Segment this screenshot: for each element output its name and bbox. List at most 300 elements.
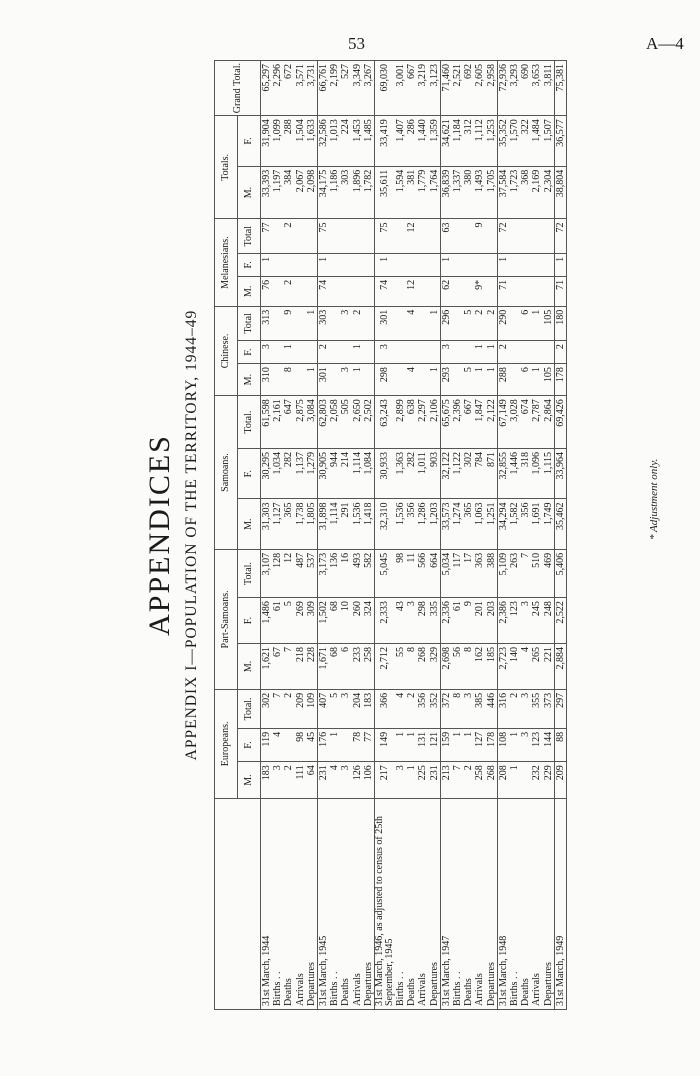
table-cell [531,253,542,276]
table-cell: 3 [406,598,417,644]
subhead-f: F. [238,728,261,761]
table-cell: 61,598 [261,396,273,449]
table-cell: 98 [395,549,406,597]
table-cell: 131 [417,728,428,761]
footnote: * Adjustment only. [648,458,660,540]
table-cell: 1 [509,762,520,799]
table-cell [295,341,306,364]
table-cell: 3,001 [395,61,406,116]
table-cell: 66,761 [318,61,330,116]
group-chinese: Chinese. [215,306,238,396]
row-label: Departures [543,798,555,1009]
table-cell: 1,896 [352,166,363,219]
table-cell: 178 [486,728,498,761]
table-cell: 105 [543,364,555,396]
table-row [363,61,375,1010]
table-cell: 505 [340,396,351,449]
table-cell: 303 [340,166,351,219]
table-cell: 6 [340,644,351,690]
table-cell: 3 [395,762,406,799]
table-cell: 1,782 [363,166,375,219]
table-cell: 88 [554,728,566,761]
table-cell: 2,304 [543,166,555,219]
table-cell [340,341,351,364]
table-cell: 144 [543,728,555,761]
table-cell: 214 [340,448,351,498]
table-cell: 12 [283,549,294,597]
table-cell: 1,486 [261,598,273,644]
table-cell: 3,028 [509,396,520,449]
table-cell: 61 [272,598,283,644]
table-cell: 218 [295,644,306,690]
table-cell: 233 [352,644,363,690]
table-cell: 74 [375,276,396,306]
table-cell: 269 [295,598,306,644]
table-cell: 7 [452,762,463,799]
table-cell: 258 [474,762,485,799]
table-cell: 1 [306,364,318,396]
table-cell: 784 [474,448,485,498]
table-cell: 69,426 [554,396,566,449]
table-cell: 373 [543,689,555,728]
table-cell: 61 [452,598,463,644]
subhead-total: Total [238,219,261,253]
subhead-f: F. [238,253,261,276]
table-cell: 72 [497,219,509,253]
table-cell [417,253,428,276]
table-cell: 290 [497,306,509,340]
table-cell: 77 [363,728,375,761]
table-cell: 71 [497,276,509,306]
subhead-m: M. [238,644,261,690]
table-cell: 324 [363,598,375,644]
table-cell [531,219,542,253]
table-cell: 2 [474,306,485,340]
table-cell: 1,485 [363,116,375,167]
table-cell: 34,294 [497,499,509,549]
table-cell: 3 [261,341,273,364]
table-cell: 1 [261,253,273,276]
table-cell: 1 [375,253,396,276]
table-cell: 1,705 [486,166,498,219]
table-cell: 2,899 [395,396,406,449]
row-label: Arrivals [352,798,363,1009]
table-cell: 355 [531,689,542,728]
table-cell: 71 [554,276,566,306]
table-cell: 32,586 [318,116,330,167]
row-label: Arrivals [474,798,485,1009]
table-cell [295,219,306,253]
table-cell: 183 [363,689,375,728]
group-totals: Totals. [215,116,238,219]
row-label: Arrivals [531,798,542,1009]
table-cell: 3,267 [363,61,375,116]
table-cell: 3,173 [318,549,330,597]
row-label: 31st March, 1945 [318,798,330,1009]
table-cell: 1 [406,762,417,799]
table-cell: 1,137 [295,448,306,498]
table-cell: 5,045 [375,549,396,597]
table-cell: 1,114 [352,448,363,498]
table-cell [463,219,474,253]
table-cell: 372 [440,689,452,728]
table-cell: 33,573 [440,499,452,549]
table-cell: 2 [497,341,509,364]
table-cell: 1 [531,364,542,396]
table-cell [340,276,351,306]
row-label: Deaths [283,798,294,1009]
subhead-m: M. [238,364,261,396]
table-cell: 75,381 [554,61,566,116]
table-cell: 1,122 [452,448,463,498]
table-cell: 2,958 [486,61,498,116]
table-row [395,61,406,1010]
row-label-header [215,798,261,1009]
table-cell: 1,749 [543,499,555,549]
table-cell: 38,804 [554,166,566,219]
table-cell: 32,855 [497,448,509,498]
table-cell [463,253,474,276]
table-cell: 944 [329,448,340,498]
table-cell: 2 [486,306,498,340]
row-label: 31st March, 1949 [554,798,566,1009]
table-cell: 2,333 [375,598,396,644]
table-cell: 3,084 [306,396,318,449]
table-cell: 1,096 [531,448,542,498]
table-cell: 30,905 [318,448,330,498]
table-cell [363,276,375,306]
table-cell: 136 [329,549,340,597]
table-cell: 2,058 [329,396,340,449]
table-cell: 4 [272,728,283,761]
table-cell: 37,584 [497,166,509,219]
table-cell: 7 [272,689,283,728]
table-cell [283,728,294,761]
table-cell: 1 [486,341,498,364]
table-cell: 4 [329,762,340,799]
table-cell: 5 [463,364,474,396]
table-cell: 2,199 [329,61,340,116]
table-cell: 302 [463,448,474,498]
table-cell: 1,418 [363,499,375,549]
table-cell: 45 [306,728,318,761]
table-cell: 63 [440,219,452,253]
table-cell: 1,363 [395,448,406,498]
table-cell: 1,197 [272,166,283,219]
subhead-total: Total. [238,549,261,597]
table-cell [272,253,283,276]
table-cell: 56 [452,644,463,690]
table-cell: 1 [497,253,509,276]
table-cell: 98 [295,728,306,761]
table-cell: 1,536 [352,499,363,549]
table-cell [340,253,351,276]
table-cell: 263 [509,549,520,597]
table-cell: 33,393 [261,166,273,219]
table-cell: 224 [340,116,351,167]
table-row [352,61,363,1010]
table-cell: 2 [283,689,294,728]
table-cell: 1,507 [543,116,555,167]
table-cell: 674 [520,396,531,449]
table-row-census [318,61,330,1010]
table-cell: 356 [417,689,428,728]
group-part-samoans: Part-Samoans. [215,549,238,689]
table-cell [486,253,498,276]
table-cell: 3 [520,728,531,761]
row-label: 31st March, 1948 [497,798,509,1009]
table-cell [363,364,375,396]
table-row [329,61,340,1010]
table-cell: 566 [417,549,428,597]
table-cell: 35,352 [497,116,509,167]
table-cell [417,219,428,253]
table-cell: 316 [497,689,509,728]
table-cell [395,276,406,306]
table-cell: 2,067 [295,166,306,219]
table-cell [329,219,340,253]
table-cell: 2 [509,689,520,728]
table-cell: 1 [429,306,441,340]
table-cell: 318 [520,448,531,498]
table-cell: 690 [520,61,531,116]
table-cell: 1,127 [272,499,283,549]
table-cell: 1,570 [509,116,520,167]
table-cell: 67 [272,644,283,690]
page-reference: A—4 [646,34,684,53]
table-cell: 32,122 [440,448,452,498]
subhead-m: M. [238,499,261,549]
table-row [543,61,555,1010]
table-cell: 356 [406,499,417,549]
table-cell: 302 [261,689,273,728]
table-cell [363,306,375,340]
table-cell: 4 [395,689,406,728]
table-cell [509,364,520,396]
rotated-appendix [140,60,700,1010]
table-cell: 1,099 [272,116,283,167]
table-cell: 1,723 [509,166,520,219]
table-cell: 1,337 [452,166,463,219]
table-cell: 1,847 [474,396,485,449]
table-cell: 209 [295,689,306,728]
table-cell: 446 [486,689,498,728]
table-cell [306,253,318,276]
table-cell [429,253,441,276]
table-cell: 667 [463,396,474,449]
table-row [509,61,520,1010]
table-cell: 75 [318,219,330,253]
table-cell: 1,764 [429,166,441,219]
row-label: Deaths [520,798,531,1009]
table-cell: 1,738 [295,499,306,549]
table-cell: 365 [283,499,294,549]
table-cell: 310 [261,364,273,396]
table-row [486,61,498,1010]
table-cell: 313 [261,306,273,340]
table-cell: 1 [554,253,566,276]
table-cell: 1,805 [306,499,318,549]
table-cell: 75 [375,219,396,253]
table-cell [306,276,318,306]
subhead-f: F. [238,116,261,167]
table-cell [531,276,542,306]
table-cell: 3,123 [429,61,441,116]
row-label: Births . . [452,798,463,1009]
table-cell [306,341,318,364]
table-cell: 1,186 [329,166,340,219]
table-cell: 72 [554,219,566,253]
table-cell: 178 [554,364,566,396]
subhead-f: F. [238,598,261,644]
table-row [429,61,441,1010]
table-cell: 4 [406,306,417,340]
table-cell: 2 [352,306,363,340]
table-cell [395,364,406,396]
table-cell: 2,296 [272,61,283,116]
table-cell: 1,084 [363,448,375,498]
page-title: APPENDICES [143,434,176,636]
table-row-census [554,61,566,1010]
table-cell: 407 [318,689,330,728]
table-cell [395,253,406,276]
table-cell [486,219,498,253]
table-cell: 126 [352,762,363,799]
table-cell: 3,571 [295,61,306,116]
table-cell [295,276,306,306]
table-cell [340,219,351,253]
table-cell: 1,274 [452,499,463,549]
table-cell [363,253,375,276]
table-cell: 301 [318,364,330,396]
table-cell: 17 [463,549,474,597]
table-cell [352,276,363,306]
table-cell: 72,936 [497,61,509,116]
table-cell: 3,811 [543,61,555,116]
page-number: 53 [348,34,365,53]
table-cell [486,276,498,306]
table-cell: 32,310 [375,499,396,549]
table-cell: 35,462 [554,499,566,549]
table-cell: 329 [429,644,441,690]
table-cell: 33,419 [375,116,396,167]
table-cell: 2 [283,219,294,253]
table-row [417,61,428,1010]
table-cell [272,276,283,306]
table-cell: 282 [406,448,417,498]
table-cell: 30,933 [375,448,396,498]
population-table [214,60,567,1010]
table-cell: 4 [406,364,417,396]
table-cell: 2,650 [352,396,363,449]
table-cell: 208 [497,762,509,799]
table-cell: 204 [352,689,363,728]
row-label: Births . . [272,798,283,1009]
table-cell: 2,396 [452,396,463,449]
table-cell: 381 [406,166,417,219]
table-cell [406,341,417,364]
table-cell: 309 [306,598,318,644]
table-cell [452,341,463,364]
table-cell: 180 [554,306,566,340]
table-cell: 140 [509,644,520,690]
table-row-census [375,61,396,1010]
table-cell: 31,303 [261,499,273,549]
table-cell: 1 [352,364,363,396]
table-cell: 672 [283,61,294,116]
table-cell [509,253,520,276]
table-cell: 159 [440,728,452,761]
table-cell: 111 [295,762,306,799]
table-cell: 1 [531,306,542,340]
table-cell [329,341,340,364]
row-label: Deaths [340,798,351,1009]
table-cell: 1 [474,341,485,364]
table-cell [395,341,406,364]
table-row-census [261,61,273,1010]
row-label: Arrivals [295,798,306,1009]
table-cell: 2 [318,341,330,364]
table-cell [543,219,555,253]
table-cell: 1,203 [429,499,441,549]
subhead-total: Total [238,306,261,340]
table-cell: 231 [429,762,441,799]
row-label: 31st March, 1946, as adjusted to census of 25th September, 1945 [375,798,396,1009]
table-cell: 2 [406,689,417,728]
table-cell [272,364,283,396]
table-cell: 123 [509,598,520,644]
table-cell: 368 [520,166,531,219]
table-cell: 298 [417,598,428,644]
table-cell: 692 [463,61,474,116]
table-cell: 322 [520,116,531,167]
table-row-census [440,61,452,1010]
row-label: Departures [363,798,375,1009]
table-cell: 1 [486,364,498,396]
table-cell: 268 [417,644,428,690]
table-cell: 2,522 [554,598,566,644]
table-cell: 5,034 [440,549,452,597]
table-cell: 2,106 [429,396,441,449]
table-cell: 1 [463,728,474,761]
table-cell: 385 [474,689,485,728]
table-cell: 74 [318,276,330,306]
table-row-census [497,61,509,1010]
table-cell: 3,219 [417,61,428,116]
table-cell: 2 [283,276,294,306]
table-cell: 62 [440,276,452,306]
table-cell [395,219,406,253]
table-cell: 9 [474,219,485,253]
table-cell: 185 [486,644,498,690]
table-cell [306,219,318,253]
table-cell: 1,453 [352,116,363,167]
table-cell: 2,698 [440,644,452,690]
table-cell [509,219,520,253]
table-cell: 4 [520,644,531,690]
subhead-m: M. [238,762,261,799]
table-cell: 43 [395,598,406,644]
table-cell [329,276,340,306]
table-cell: 1 [283,341,294,364]
table-cell: 162 [474,644,485,690]
table-cell: 1,594 [395,166,406,219]
table-row [406,61,417,1010]
row-label: Deaths [406,798,417,1009]
table-cell: 384 [283,166,294,219]
row-label: Births . . [395,798,406,1009]
table-cell: 1 [440,253,452,276]
